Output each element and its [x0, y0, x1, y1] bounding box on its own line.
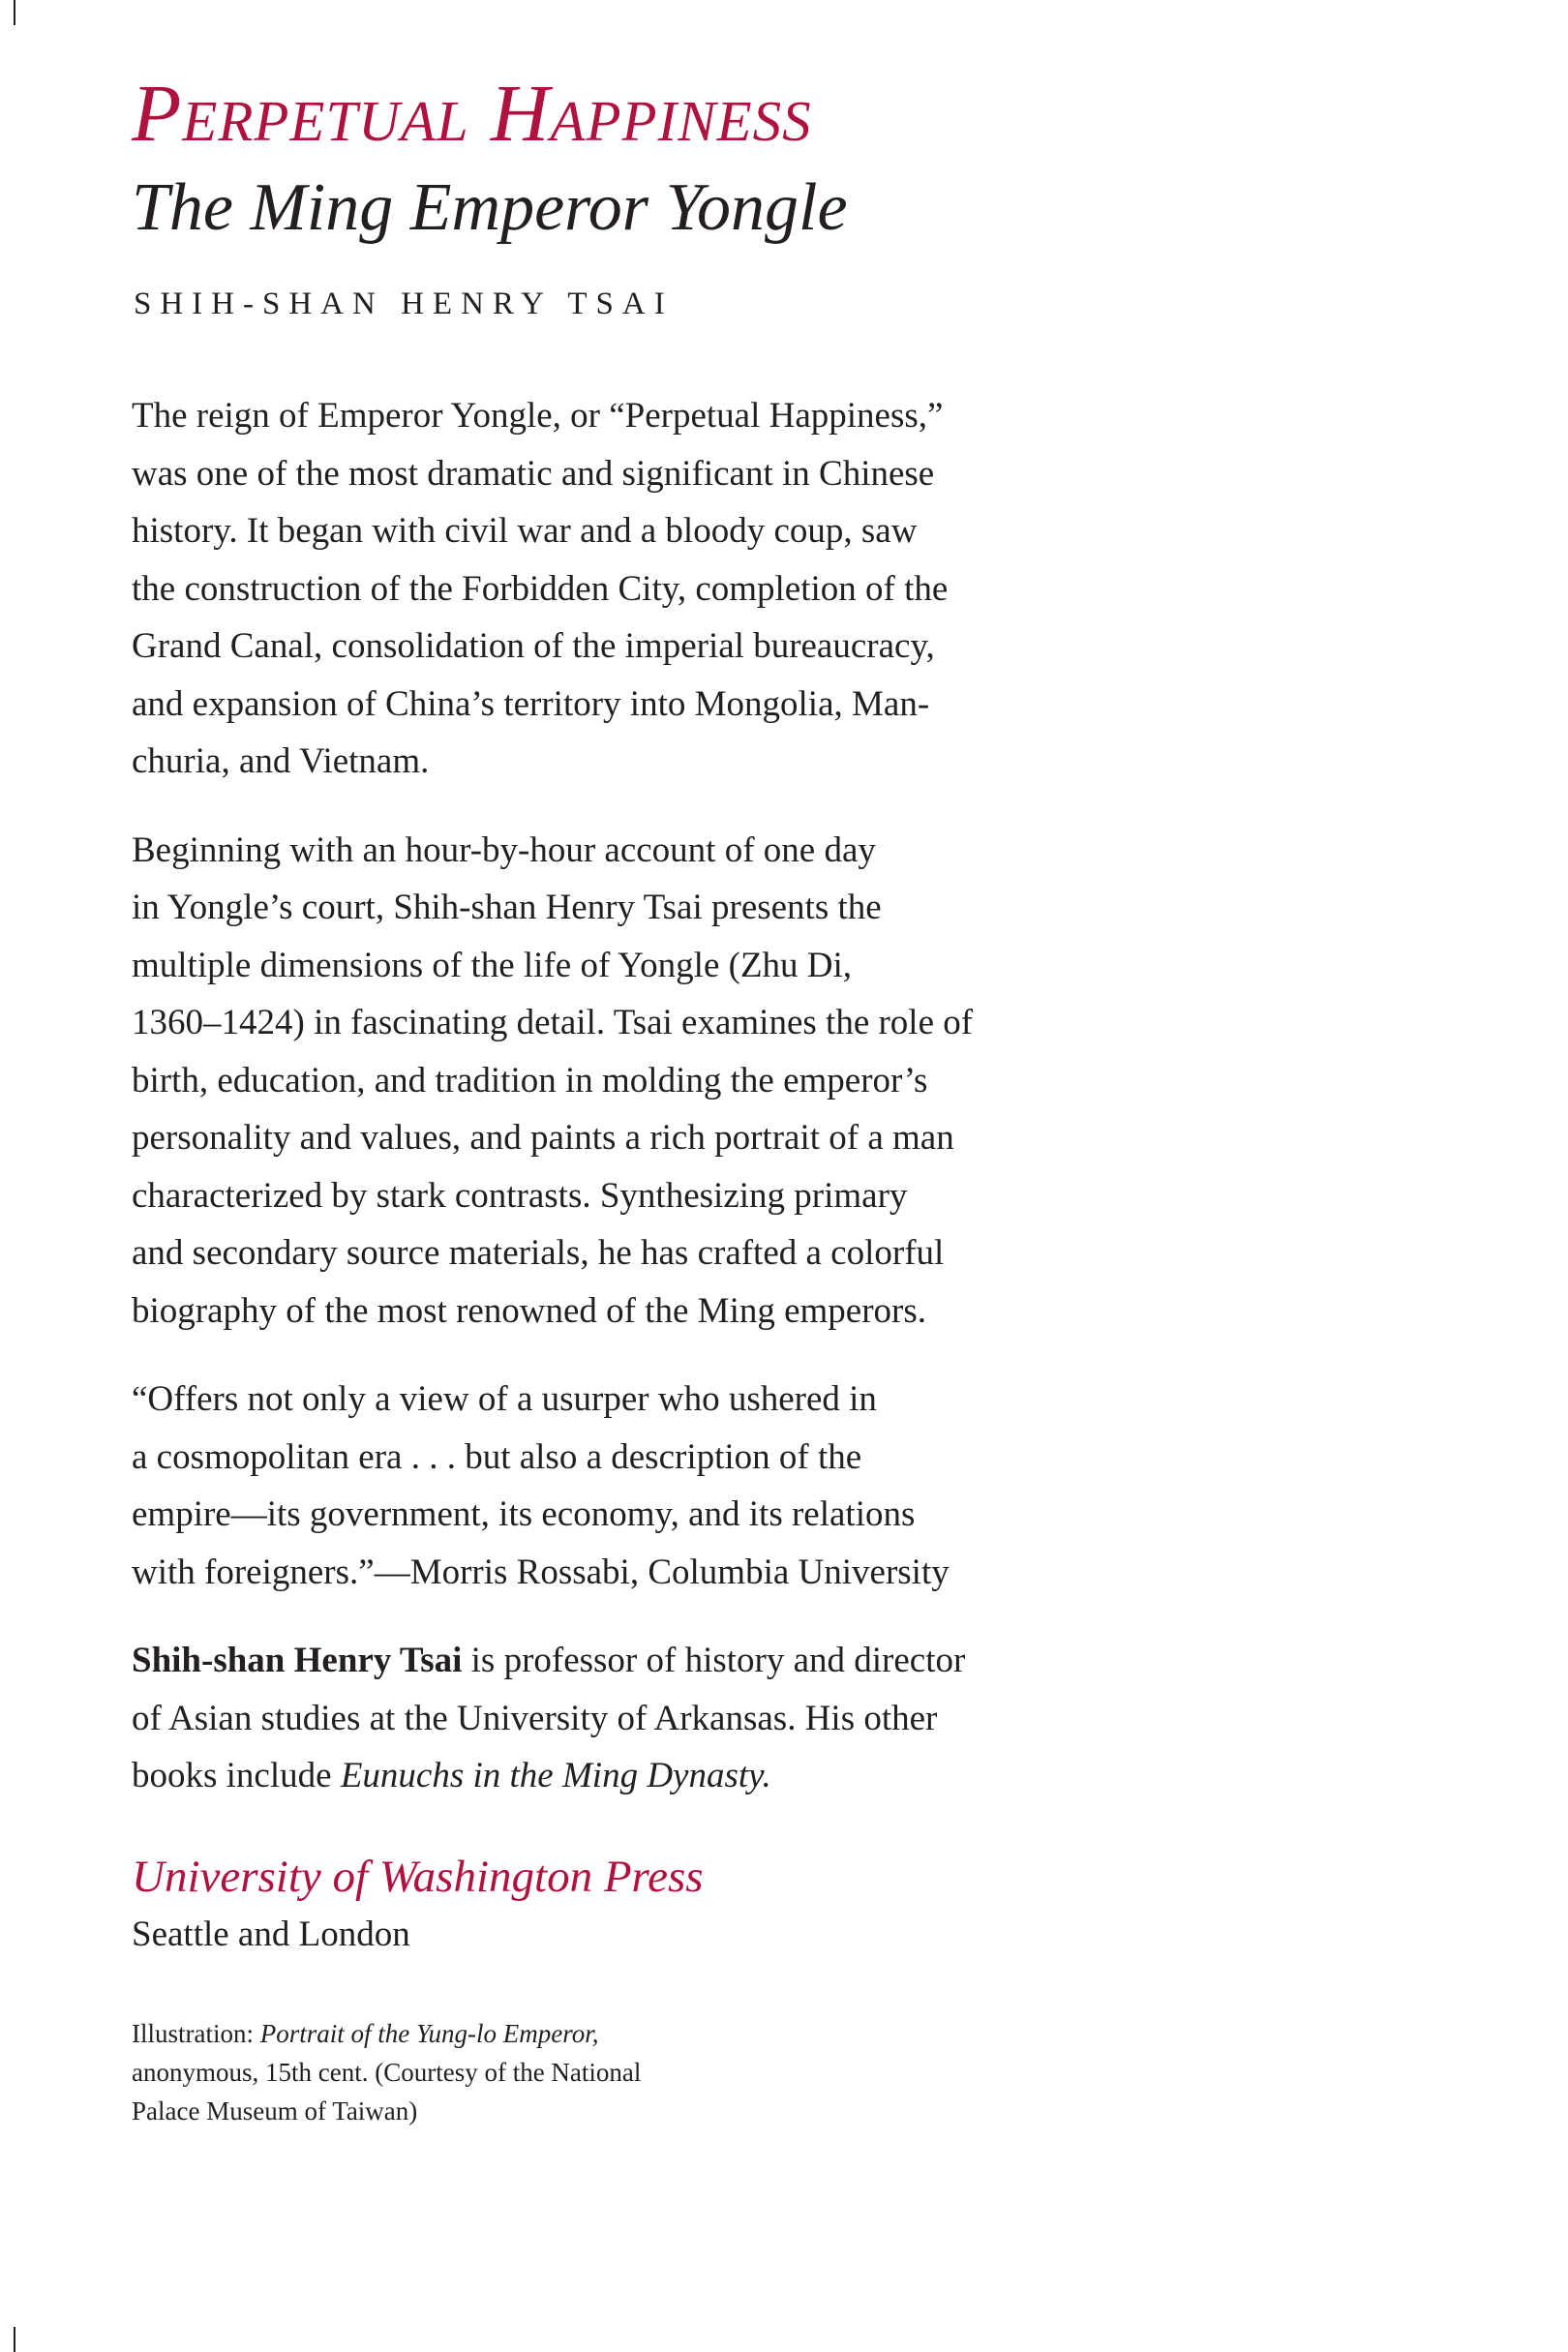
back-cover-content: [132, 68, 1100, 2130]
description-paragraph-1: [132, 387, 1100, 791]
author-bio-name: Shih-shan Henry Tsai: [132, 1641, 463, 1680]
crop-mark-bottom: [14, 2327, 15, 2352]
text-line: and secondary source materials, he has crafted a colorful: [132, 1233, 945, 1273]
author-bio: [132, 1632, 1100, 1805]
text-line: [132, 1747, 1100, 1805]
text-line: the construction of the Forbidden City, completion of the: [132, 568, 949, 609]
text-line: [132, 1632, 1100, 1690]
text-line: characterized by stark contrasts. Synthesizing primary: [132, 1175, 908, 1216]
publisher-name: University of Washington Press: [132, 1851, 704, 1902]
text-line: a cosmopolitan era . . . but also a description of the: [132, 1436, 862, 1477]
text-line: of Asian studies at the University of Arkansas. His other: [132, 1698, 938, 1738]
publisher-location: Seattle and London: [132, 1914, 410, 1954]
illustration-credit: [132, 2014, 1100, 2130]
text-line: biography of the most renowned of the Ming emperors.: [132, 1290, 927, 1331]
review-blurb: [132, 1371, 1100, 1601]
text-line: The reign of Emperor Yongle, or “Perpetual Happiness,”: [132, 396, 944, 436]
crop-mark-top: [14, 0, 15, 25]
other-book-title: Eunuchs in the Ming Dynasty.: [340, 1756, 771, 1795]
text-line: and expansion of China’s territory into Mongolia, Man-: [132, 683, 930, 724]
text-line: [132, 2014, 1100, 2053]
text-line: multiple dimensions of the life of Yongle (Zhu Di,: [132, 945, 853, 985]
text-line: “Offers not only a view of a usurper who ushered in: [132, 1379, 877, 1419]
text-line: with foreigners.”—Morris Rossabi, Columbia University: [132, 1552, 950, 1592]
text-line: Grand Canal, consolidation of the imperial bureaucracy,: [132, 626, 935, 666]
text-line: anonymous, 15th cent. (Courtesy of the National: [132, 2057, 642, 2087]
text-line: 1360–1424) in fascinating detail. Tsai examines the role of: [132, 1003, 974, 1042]
author-bio-text: books include: [132, 1756, 341, 1795]
text-line: personality and values, and paints a rich portrait of a man: [132, 1118, 954, 1158]
author-bio-text: is professor of history and director: [462, 1641, 966, 1680]
credit-work-title: Portrait of the Yung-lo Emperor,: [259, 2018, 599, 2048]
book-title: Perpetual Happiness: [132, 69, 812, 159]
text-line: was one of the most dramatic and significant in Chinese: [132, 453, 935, 494]
text-line: Palace Museum of Taiwan): [132, 2096, 418, 2126]
text-line: in Yongle’s court, Shih-shan Henry Tsai presents the: [132, 888, 882, 927]
author-name: SHIH-SHAN HENRY TSAI: [134, 286, 674, 321]
description-paragraph-2: [132, 822, 1100, 1341]
credit-label: Illustration:: [132, 2018, 260, 2048]
text-line: churia, and Vietnam.: [132, 741, 430, 781]
book-subtitle: The Ming Emperor Yongle: [132, 170, 848, 245]
text-line: history. It began with civil war and a bloody coup, saw: [132, 511, 918, 551]
text-line: birth, education, and tradition in molding the emperor’s: [132, 1060, 928, 1101]
text-line: empire—its government, its economy, and its relations: [132, 1494, 916, 1534]
text-line: Beginning with an hour-by-hour account of one day: [132, 829, 876, 870]
